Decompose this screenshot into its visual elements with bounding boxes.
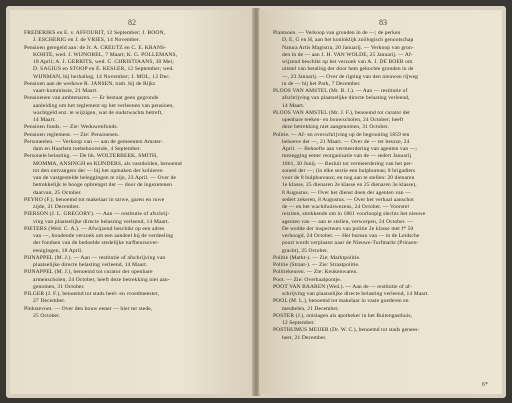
text-line: Pensioen fonds. — Zie: Weduwenfonds. (24, 124, 119, 131)
text-line: poort wordt verplaatst naar de Nieuwe-Turfmarkt (Prinsen- (282, 240, 419, 247)
text-line: meubelen, 21 December. (282, 305, 340, 312)
text-line: 1e klasse, 25 dienaren 2e klasse en 25 dienaren 3e klasse), (282, 182, 417, 189)
text-line: Poot. — Zie: Overhaalpontje. (273, 276, 342, 283)
text-line: afschrijving van plaatselijke directe belasting verleend, (282, 95, 410, 102)
text-line: uitstel van betaling der door hem gekochte gronden in de (282, 66, 414, 73)
text-line: Pensioenen van ambtenaren. — Er bestaat geen gegronde (24, 95, 159, 102)
text-line: Personele belasting. — De hh. WOLTERBEEK, SMITH, (24, 153, 158, 160)
text-line: vaart-kommissie, 21 Maart. (33, 88, 98, 94)
text-line: Politie (Markt-). — Zie: Marktpolitie. (273, 254, 361, 261)
text-line: reiziten, strekkende om in 1861 voorloopig slechts het nieuwe (282, 211, 426, 218)
text-line: van —, houdende verzoek om een aandeel bij de verdeeling (33, 233, 174, 239)
text-line: genomen, 31 October. (33, 283, 85, 290)
text-line: 25 October. (33, 312, 61, 319)
text-line: ving van plaatselijke directe belasting verleend, 14 Maart. (33, 218, 170, 225)
text-line: PIJNAPPEL (M. J.). — Aan — restitutie of afschrijving van (24, 254, 166, 261)
text-line: 8 Augustus. — Over het dienst doen der agenten van — (282, 189, 411, 196)
text-line: PIJNAPPEL (M. J.), benoemd tot curator der openbare (24, 269, 153, 276)
text-line: verhoogd, 24 October. — Het bureau van — in de Leidsche (282, 233, 420, 239)
text-line: aanleiding om het reglement op het verleenen van pensioen, (33, 102, 174, 109)
text-line: in de — bij het Park, 7 December. (282, 80, 361, 87)
text-line: PIERSON (J. L. GREGORY). — Aan — restitutie of afschrij- (24, 211, 170, 218)
text-line: April. — Behoefte aan vermeerdering van agenten van —; (282, 146, 417, 152)
text-line: openbare teeken- en bouwscholen, 24 October; heeft (282, 117, 404, 123)
text-line: gracht), 25 October. (282, 247, 329, 254)
text-line: PILGER (J. F.), benoemd tot stads heel- en vroedmeester, (24, 291, 160, 297)
text-line: behoeve der —, 21 Maart. — Over de — ter beurze, 24 (282, 138, 410, 145)
text-line: POOT VAN BAAREN (Wed.). — Aan de — restitutie of af- (273, 283, 412, 290)
text-line: 14 Maart. (33, 117, 56, 123)
text-line: sedert zekeren, 8 Augustus. — Over het verhaal aanschot (282, 196, 414, 203)
text-line: heer, 21 December. (282, 334, 327, 341)
text-line: soneel der —; (in elke sectie een hulpbureau; 8 brigadiers (282, 167, 416, 174)
text-line: tot den ontvangers der — bij het opmaken der kohieren (33, 167, 163, 174)
text-line: Politie (Straat-). — Zie: Straatpolitie. (273, 262, 360, 268)
page-number-left: 82 (128, 18, 136, 27)
text-line: POOL (M. L.), benoemd tot makelaar in vaste goederen en (273, 298, 409, 305)
text-line: PIETERS (Wed. C. A.). — Afwijzend beschikt op een adres (24, 225, 165, 232)
text-line: D, E, G en H, aan het koninklijk zoölogisch genootschap (282, 37, 414, 44)
text-line: PLOOS VAN AMSTEL (Mr. J. F.), benoemd tot curator der (273, 109, 411, 116)
text-line: dam en Haarlem toebehoorende, 4 September. (33, 146, 141, 152)
text-line: zijde, 21 December. (33, 204, 80, 210)
left-page-text (24, 30, 244, 320)
text-line: agenten van — aan te stellen, verworpen, 24 October. — (282, 218, 413, 225)
text-line: toezegging eener reorganisatie van de — sedert Januarij (282, 153, 412, 160)
text-line: PEYRO (F.), benoemd tot makelaar in tarwe, garen en ruwe (24, 196, 165, 203)
text-line: Pinkstevoet. — Over den bouw eener — hier ter stede, (24, 305, 153, 312)
text-line: 14 Maart. (282, 102, 305, 109)
right-page (259, 10, 502, 394)
text-line: 1861, 30 Junij. — Besluit tot vermeerdering van het per- (282, 160, 413, 167)
text-line: MOMMA, ANSINGH en KIJNDERS, als vastdolden, benoemd (33, 160, 182, 167)
text-line: 27 December. (33, 298, 66, 305)
text-line: wachtgeld enz. te wijzigen, wat de oudstwachts betreft, (33, 109, 163, 116)
text-line: eenigingen, 18 April. (33, 247, 83, 254)
text-line: wijzend beschikt op het verzoek van A. J. DE BOER om (282, 59, 413, 65)
text-line: plaatselijke directe belasting verleend, 14 Maart. (33, 262, 148, 268)
text-line: 12 September. (282, 320, 315, 326)
text-line: J. ESCHERIG en J. de VRIES, 14 November. (33, 37, 141, 44)
text-line: schrijving van plaatselijke directe belasting verleend, 14 Maart. (282, 291, 429, 297)
text-line: Pensioen reglement. — Zie: Pensioenen. (24, 131, 120, 138)
text-line: D. SAGIUS en STOOP en E. KESLER, 12 September; wed. (33, 66, 175, 73)
text-line: van de vastgestelde beleggingen te zijn, 23 April. — Over de (33, 175, 177, 181)
text-line: PLOOS VAN AMSTEL (Mr. B. J.). — Aan — restitutie of (273, 88, 408, 94)
page-number-right: 83 (379, 18, 387, 27)
text-line: Natura Artis Magistra, 20 Januarij. — Verkoop van gron- (282, 44, 414, 51)
text-line: betrekkelijk te hooge opbrengst der — door de ingezetenen (33, 182, 173, 189)
text-line: De wedde der inspecteurs van politie 2e klasse met f* 50 (282, 225, 414, 232)
text-line: 18 April; A. J. GERRITS, wed. C. CHRISTIAANS, 30 Mei; (33, 59, 174, 65)
text-line: armenscholen, 24 October, heeft deze betrekking niet aan- (33, 276, 170, 283)
right-page-text (273, 30, 490, 342)
signature-mark: 6* (482, 382, 488, 388)
text-line: FREDERIKS en E. v. AFFOURIT, 12 September; J. BOON, (24, 30, 166, 36)
text-line: Plantsoen. — Verkoop van gronden in de —; de perken (273, 30, 401, 36)
text-line: der fondsen van de bedoelde stedelijke turfbeursover- (33, 240, 160, 247)
text-line: daarvan, 25 October. (33, 189, 82, 196)
text-line: Personeelen. — Verkoop van — aan de gemeenten Amster- (24, 138, 163, 145)
text-line: POSTHUMUS MEIJER (Dr. W. C.), benoemd tot stads genees- (273, 327, 420, 334)
text-line: Politiekeuren. — Zie: Keukenwaren. (273, 269, 358, 276)
open-book (6, 6, 506, 398)
text-line: Politie. — Af- en overschrijving op de begrooting 1859 ten (273, 131, 410, 138)
text-line: Pensioen geregeld aan: de Jr. A. CREUTZ en C. E. KRANS- (24, 44, 167, 51)
text-line: —, 23 Januarij. — Over de rigting van den nieuwen rijweg (282, 73, 418, 80)
text-line: deze betrekking niet aangenomen, 31 October. (282, 124, 390, 131)
text-line: Pensioen aan de weduwe R. JANSEN, tusb. bij de Rijks (24, 80, 156, 87)
text-line: KOHTE, wed. J. WIJNOBEL, 7 Maart; K. G. POLLEMANS, (33, 51, 178, 58)
text-line: POSTER (J.), ontslagen als apotheker in het Buitengasthuis, (273, 312, 413, 319)
text-line: de — en het wachthuiswezens, 24 October. — Voorstel (282, 204, 409, 210)
text-line: voor de 8 hulpbureaux; en nog aan te stellen: 20 dienaren (282, 175, 415, 181)
text-line: den in de — aan J. H. VAN WOLDE, 25 Januarij. — Af- (282, 51, 413, 58)
left-page (10, 10, 254, 394)
text-line: WIJNMAN, bij herhaling, 14 November; J. MOL, 13 Dec. (33, 73, 171, 80)
